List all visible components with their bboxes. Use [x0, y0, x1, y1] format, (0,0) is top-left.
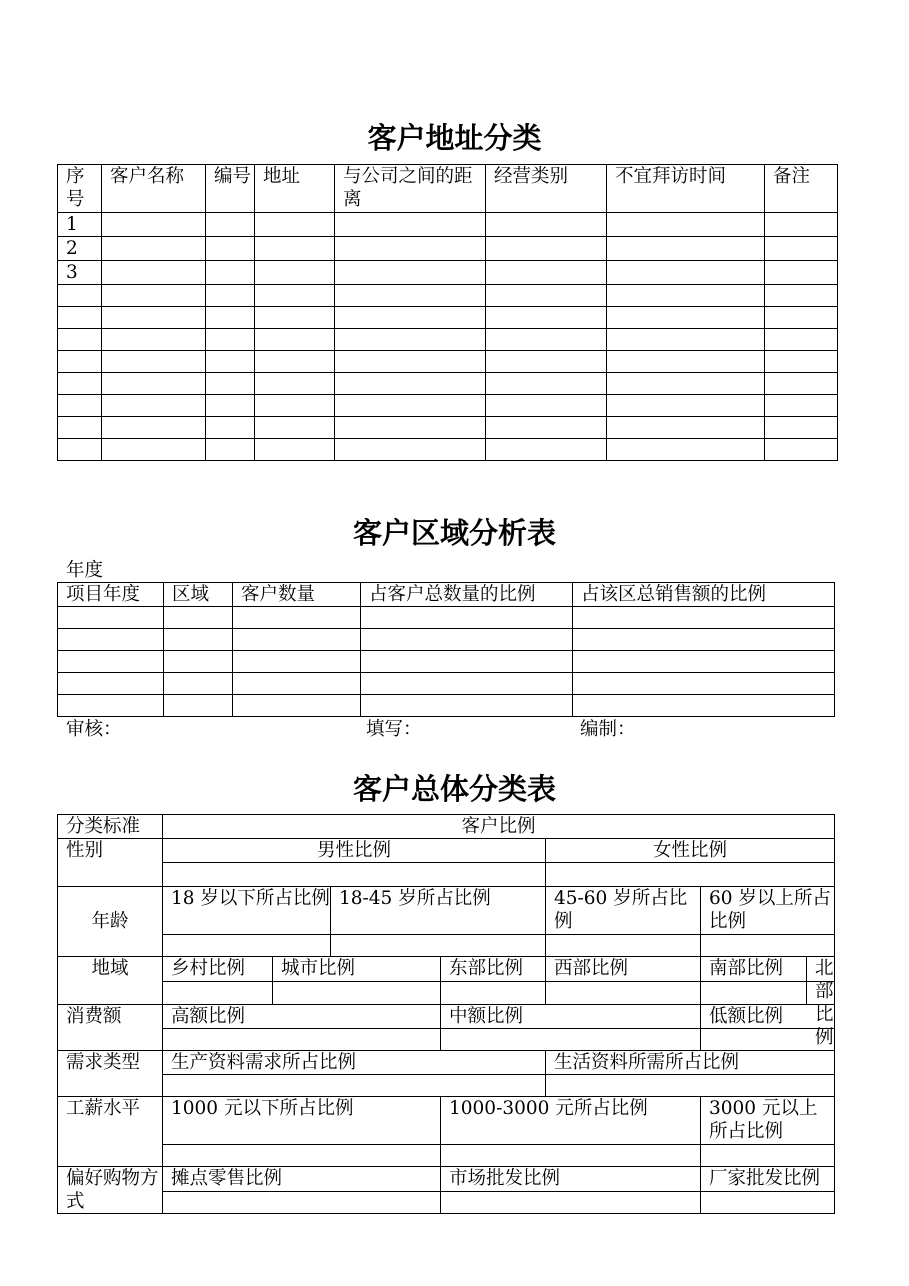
high-ratio-label: 高额比例	[163, 1005, 441, 1029]
mid-ratio-value[interactable]	[441, 1029, 701, 1051]
cell[interactable]	[164, 607, 233, 629]
region-label: 地域	[58, 957, 163, 1005]
east-ratio-value[interactable]	[441, 982, 546, 1005]
cell[interactable]	[255, 417, 335, 439]
header-business-type: 经营类别	[486, 165, 607, 213]
market-wholesale-label: 市场批发比例	[441, 1167, 701, 1192]
age-18-45-label: 18-45 岁所占比例	[331, 887, 546, 935]
cell[interactable]	[607, 439, 765, 461]
cell[interactable]	[206, 307, 255, 329]
salary-value-row	[58, 1145, 835, 1167]
demand-value-row	[58, 1075, 835, 1097]
table-row	[58, 329, 838, 351]
header-seq: 序号	[58, 165, 102, 213]
consumption-row	[58, 1005, 835, 1029]
north-ratio-value[interactable]	[806, 982, 834, 1004]
rural-ratio-label: 乡村比例	[163, 957, 273, 982]
cell[interactable]	[233, 651, 361, 673]
cell[interactable]	[765, 285, 838, 307]
cell[interactable]	[607, 307, 765, 329]
shopping-label: 偏好购物方式	[58, 1167, 163, 1214]
cell[interactable]	[102, 329, 206, 351]
cell[interactable]	[361, 695, 573, 717]
cell[interactable]	[335, 417, 486, 439]
cell[interactable]	[58, 307, 102, 329]
cell[interactable]	[255, 213, 335, 237]
cell[interactable]	[206, 285, 255, 307]
ratio-label: 客户比例	[163, 815, 835, 839]
cell[interactable]	[58, 417, 102, 439]
cell[interactable]	[765, 237, 838, 261]
age-under-18-value[interactable]	[163, 935, 331, 957]
cell[interactable]	[102, 439, 206, 461]
table-row	[58, 439, 838, 461]
header-region: 区域	[164, 583, 233, 607]
table-row	[58, 261, 838, 285]
cell[interactable]	[233, 673, 361, 695]
cell[interactable]	[255, 373, 335, 395]
cell[interactable]	[58, 695, 164, 717]
table-row	[58, 417, 838, 439]
cell[interactable]	[765, 439, 838, 461]
row-number: 2	[58, 237, 102, 261]
cell[interactable]	[206, 329, 255, 351]
age-over-60-label: 60 岁以上所占比例	[701, 887, 835, 935]
shopping-value-row	[58, 1191, 835, 1213]
north-ratio-label: 北部比例	[806, 957, 834, 981]
consumption-label: 消费额	[58, 1005, 163, 1051]
cell[interactable]	[58, 673, 164, 695]
cell[interactable]	[573, 695, 835, 717]
region-table-header-row	[58, 583, 835, 607]
table-row	[58, 285, 838, 307]
age-45-60-value[interactable]	[546, 935, 701, 957]
cell[interactable]	[102, 261, 206, 285]
cell[interactable]	[486, 261, 607, 285]
cell[interactable]	[335, 261, 486, 285]
shopping-row	[58, 1167, 835, 1192]
cell[interactable]	[361, 629, 573, 651]
cell[interactable]	[486, 213, 607, 237]
rural-ratio-value[interactable]	[163, 982, 273, 1005]
cell[interactable]	[164, 673, 233, 695]
table-row	[58, 607, 835, 629]
salary-low-label: 1000 元以下所占比例	[163, 1097, 441, 1145]
cell[interactable]	[102, 307, 206, 329]
header-address: 地址	[255, 165, 335, 213]
age-label: 年龄	[58, 887, 163, 957]
cell[interactable]	[486, 285, 607, 307]
gender-label: 性别	[58, 839, 163, 887]
cell[interactable]	[335, 329, 486, 351]
cell[interactable]	[255, 395, 335, 417]
cell[interactable]	[765, 261, 838, 285]
cell[interactable]	[765, 351, 838, 373]
table-row	[58, 673, 835, 695]
cell[interactable]	[486, 329, 607, 351]
factory-wholesale-label: 厂家批发比例	[701, 1167, 835, 1192]
cell[interactable]	[206, 261, 255, 285]
south-ratio-value[interactable]	[701, 982, 806, 1004]
table-row	[58, 237, 838, 261]
address-table-title: 客户地址分类	[367, 121, 542, 155]
cell[interactable]	[255, 261, 335, 285]
cell[interactable]	[58, 395, 102, 417]
cell[interactable]	[335, 373, 486, 395]
cell[interactable]	[233, 629, 361, 651]
production-demand-value[interactable]	[163, 1075, 546, 1097]
table-row	[58, 351, 838, 373]
salary-row	[58, 1097, 835, 1145]
market-wholesale-value[interactable]	[441, 1191, 701, 1213]
footer-review: 审核：	[66, 719, 122, 740]
age-under-18-label: 18 岁以下所占比例	[163, 887, 331, 935]
demand-row	[58, 1051, 835, 1075]
cell[interactable]	[765, 213, 838, 237]
table-row	[58, 695, 835, 717]
cell[interactable]	[206, 373, 255, 395]
female-ratio-value[interactable]	[546, 863, 835, 887]
salary-low-value[interactable]	[163, 1145, 441, 1167]
cell[interactable]	[58, 351, 102, 373]
footer-compile: 编制：	[580, 719, 636, 740]
cell[interactable]	[486, 417, 607, 439]
criteria-label: 分类标准	[58, 815, 163, 839]
header-remarks: 备注	[765, 165, 838, 213]
cell[interactable]	[233, 607, 361, 629]
cell[interactable]	[102, 237, 206, 261]
cell[interactable]	[102, 395, 206, 417]
cell[interactable]	[335, 285, 486, 307]
cell[interactable]	[164, 695, 233, 717]
cell[interactable]	[102, 213, 206, 237]
table-row	[58, 395, 838, 417]
cell[interactable]	[765, 307, 838, 329]
stall-retail-label: 摊点零售比例	[163, 1167, 441, 1192]
gender-row	[58, 839, 835, 863]
cell[interactable]	[607, 351, 765, 373]
age-row	[58, 887, 835, 935]
cell[interactable]	[58, 373, 102, 395]
cell[interactable]	[335, 439, 486, 461]
cell[interactable]	[607, 417, 765, 439]
row-number: 3	[58, 261, 102, 285]
cell[interactable]	[573, 651, 835, 673]
cell[interactable]	[255, 329, 335, 351]
cell[interactable]	[206, 417, 255, 439]
cell[interactable]	[607, 237, 765, 261]
cell[interactable]	[486, 237, 607, 261]
cell[interactable]	[206, 395, 255, 417]
cell[interactable]	[102, 417, 206, 439]
header-code: 编号	[206, 165, 255, 213]
footer-fill: 填写：	[366, 719, 422, 740]
header-item-year: 项目年度	[58, 583, 164, 607]
living-demand-value[interactable]	[546, 1075, 835, 1097]
cell[interactable]	[58, 439, 102, 461]
age-18-45-value[interactable]	[331, 935, 546, 957]
year-label: 年度	[66, 560, 104, 581]
row-number: 1	[58, 213, 102, 237]
header-sales-ratio: 占该区总销售额的比例	[573, 583, 835, 607]
cell[interactable]	[607, 395, 765, 417]
region-value-row	[58, 982, 835, 1005]
cell[interactable]	[233, 695, 361, 717]
cell[interactable]	[573, 607, 835, 629]
table-row	[58, 629, 835, 651]
cell[interactable]	[607, 373, 765, 395]
region-table	[57, 582, 835, 717]
cell[interactable]	[58, 651, 164, 673]
cell[interactable]	[607, 329, 765, 351]
cell[interactable]	[361, 607, 573, 629]
salary-high-label: 3000 元以上所占比例	[701, 1097, 835, 1145]
table-row	[58, 213, 838, 237]
cell[interactable]	[607, 261, 765, 285]
cell[interactable]	[255, 285, 335, 307]
table-row	[58, 307, 838, 329]
salary-mid-value[interactable]	[441, 1145, 701, 1167]
cell[interactable]	[573, 629, 835, 651]
cell[interactable]	[335, 395, 486, 417]
cell[interactable]	[255, 351, 335, 373]
cell[interactable]	[765, 417, 838, 439]
cell[interactable]	[361, 673, 573, 695]
factory-wholesale-value[interactable]	[701, 1191, 835, 1213]
cell[interactable]	[335, 307, 486, 329]
cell[interactable]	[255, 307, 335, 329]
gender-value-row	[58, 863, 835, 887]
cell[interactable]	[102, 351, 206, 373]
cell[interactable]	[102, 373, 206, 395]
west-ratio-label: 西部比例	[546, 957, 701, 982]
table-row	[58, 373, 838, 395]
cell[interactable]	[486, 395, 607, 417]
overall-table-title: 客户总体分类表	[352, 772, 556, 806]
female-ratio-label: 女性比例	[546, 839, 835, 863]
production-demand-label: 生产资料需求所占比例	[163, 1051, 546, 1075]
cell[interactable]	[335, 213, 486, 237]
salary-label: 工薪水平	[58, 1097, 163, 1167]
cell[interactable]	[607, 285, 765, 307]
header-distance: 与公司之间的距离	[335, 165, 486, 213]
header-customer-name: 客户名称	[102, 165, 206, 213]
address-table	[57, 164, 838, 461]
cell[interactable]	[765, 329, 838, 351]
low-ratio-label: 低额比例	[701, 1005, 835, 1029]
male-ratio-label: 男性比例	[163, 839, 546, 863]
address-table-header-row	[58, 165, 838, 213]
south-north-ratio-value[interactable]	[701, 982, 835, 1005]
south-ratio-label: 南部比例	[709, 958, 784, 979]
cell[interactable]	[206, 237, 255, 261]
table-row	[58, 651, 835, 673]
stall-retail-value[interactable]	[163, 1191, 441, 1213]
cell[interactable]	[486, 439, 607, 461]
header-visit-time: 不宜拜访时间	[607, 165, 765, 213]
west-ratio-value[interactable]	[546, 982, 701, 1005]
cell[interactable]	[486, 307, 607, 329]
cell[interactable]	[335, 237, 486, 261]
urban-ratio-value[interactable]	[273, 982, 441, 1005]
mid-ratio-label: 中额比例	[441, 1005, 701, 1029]
cell[interactable]	[164, 651, 233, 673]
cell[interactable]	[255, 439, 335, 461]
consumption-value-row	[58, 1029, 835, 1051]
cell[interactable]	[102, 285, 206, 307]
high-ratio-value[interactable]	[163, 1029, 441, 1051]
demand-label: 需求类型	[58, 1051, 163, 1097]
cell[interactable]	[206, 439, 255, 461]
cell[interactable]	[607, 213, 765, 237]
living-demand-label: 生活资料所需所占比例	[546, 1051, 835, 1075]
cell[interactable]	[361, 651, 573, 673]
cell[interactable]	[765, 373, 838, 395]
cell[interactable]	[206, 213, 255, 237]
cell[interactable]	[765, 395, 838, 417]
cell[interactable]	[573, 673, 835, 695]
header-customer-count: 客户数量	[233, 583, 361, 607]
cell[interactable]	[486, 351, 607, 373]
salary-mid-label: 1000-3000 元所占比例	[441, 1097, 701, 1145]
east-ratio-label: 东部比例	[441, 957, 546, 982]
age-over-60-value[interactable]	[701, 935, 835, 957]
cell[interactable]	[58, 285, 102, 307]
cell[interactable]	[255, 237, 335, 261]
salary-high-value[interactable]	[701, 1145, 835, 1167]
region-table-title: 客户区域分析表	[352, 516, 556, 550]
cell[interactable]	[164, 629, 233, 651]
cell[interactable]	[58, 629, 164, 651]
cell[interactable]	[58, 607, 164, 629]
age-45-60-label: 45-60 岁所占比例	[546, 887, 701, 935]
male-ratio-value[interactable]	[163, 863, 546, 887]
cell[interactable]	[206, 351, 255, 373]
cell[interactable]	[58, 329, 102, 351]
header-customer-ratio: 占客户总数量的比例	[361, 583, 573, 607]
overall-header-row	[58, 815, 835, 839]
region-row	[58, 957, 835, 982]
urban-ratio-label: 城市比例	[273, 957, 441, 982]
cell[interactable]	[335, 351, 486, 373]
cell[interactable]	[486, 373, 607, 395]
overall-table	[57, 814, 835, 1214]
age-value-row	[58, 935, 835, 957]
